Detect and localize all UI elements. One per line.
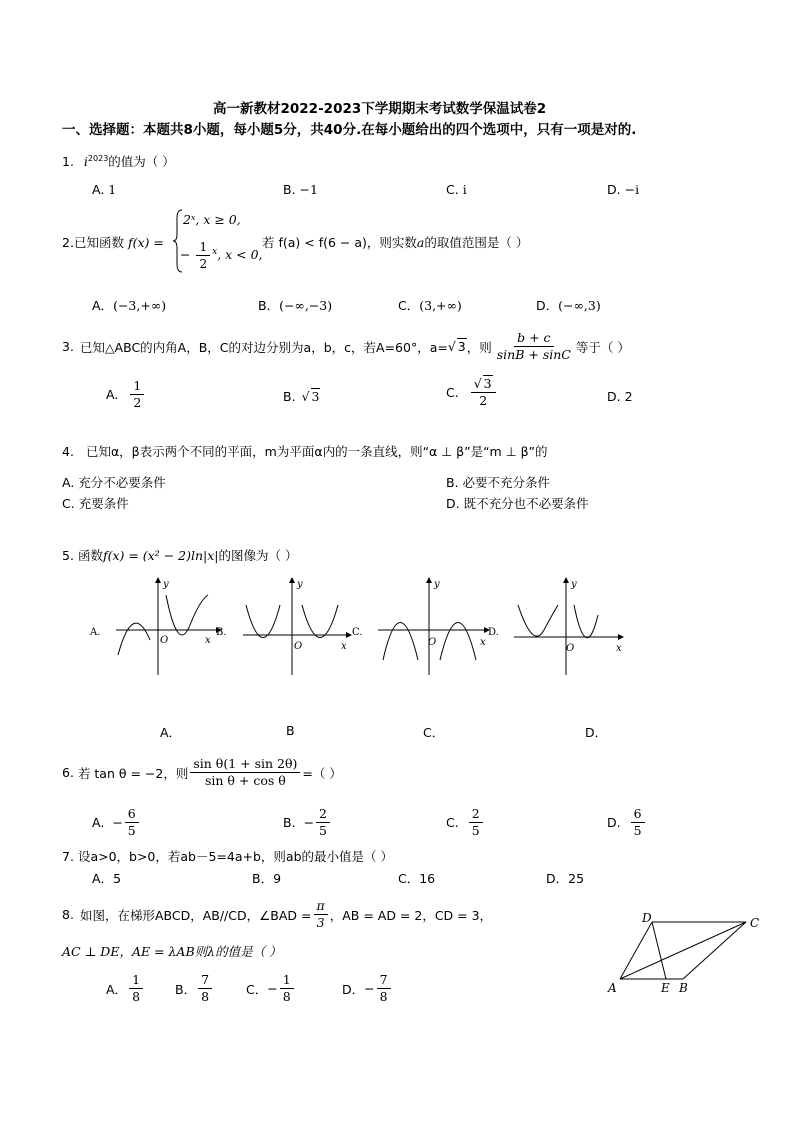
function-label: f(x) = <box>127 235 164 250</box>
q2-option-a[interactable]: A．(−3,+∞) <box>92 298 167 313</box>
svg-text:y: y <box>163 579 169 590</box>
label-b: B <box>679 981 688 995</box>
segment-ac <box>620 922 746 979</box>
svg-text:B.: B. <box>216 627 227 638</box>
svg-text:y: y <box>434 579 440 590</box>
question-6: 6. 若 tan θ = −2，则 $\frac{\text{sin θ(1 + sin 2θ)}}{\text{sin θ + cos θ}}$ =（ ） <box>62 756 342 788</box>
q4-option-b[interactable]: B. 必要不充分条件 <box>446 475 551 490</box>
svg-text:x: x <box>616 643 622 654</box>
q8-option-d[interactable]: D． − $\frac{7}{8}$ <box>342 972 393 1005</box>
q7-option-b[interactable]: B．9 <box>252 871 282 886</box>
svg-text:O: O <box>160 635 169 646</box>
q5-caption-d[interactable]: D． <box>585 725 608 740</box>
label-e: E <box>661 981 670 995</box>
q8-option-c[interactable]: C． − $\frac{1}{8}$ <box>246 972 296 1005</box>
q3-option-a[interactable]: A. $\frac{1}{2}$ <box>106 378 146 411</box>
segment-bc <box>683 922 746 979</box>
question-number: 1. <box>62 154 74 169</box>
label-a: A <box>608 981 617 995</box>
question-5: 5. 函数f(x) = (x² − 2)ln|x|的图像为（ ） <box>62 548 298 563</box>
q4-option-c[interactable]: C. 充要条件 <box>62 496 129 511</box>
svg-text:y: y <box>571 579 577 590</box>
graph-b[interactable] <box>216 577 352 675</box>
svg-text:x: x <box>341 641 347 652</box>
svg-text:D.: D. <box>488 627 499 638</box>
question-2-lead: 2.已知函数 f(x) = <box>62 235 164 250</box>
q4-option-a[interactable]: A. 充分不必要条件 <box>62 475 166 490</box>
svg-text:O: O <box>294 641 303 652</box>
question-1 <box>62 152 175 170</box>
label-d: D <box>642 911 652 925</box>
q6-option-a[interactable]: A. − $\frac{6}{5}$ <box>92 806 141 839</box>
section-heading: 一、选择题：本题共8小题，每小题5分，共40分.在每小题给出的四个选项中，只有一项是对的. <box>62 122 637 138</box>
svg-text:y: y <box>297 579 303 590</box>
q1-option-b[interactable]: B. −1 <box>283 182 318 197</box>
page-title: 高一新教材2022-2023下学期期末考试数学保温试卷2 <box>213 101 547 117</box>
piecewise-case-2: − $\frac{1}{2}$ $^x$, x < 0, <box>180 240 263 271</box>
q5-caption-a[interactable]: A． <box>160 725 182 740</box>
segment-ad <box>620 922 652 979</box>
svg-text:O: O <box>566 643 575 654</box>
graph-options-figure <box>88 575 638 685</box>
label-c: C <box>750 916 760 930</box>
svg-text:C.: C. <box>352 627 363 638</box>
q3-option-d[interactable]: D. 2 <box>607 389 633 404</box>
q7-option-a[interactable]: A．5 <box>92 871 122 886</box>
q1-option-c[interactable]: C. i <box>446 182 467 197</box>
question-8: 8. 如图，在梯形ABCD，AB//CD，∠BAD = $\frac{\pi}{3}$ ，AB = AD = 2，CD = 3， <box>62 898 493 930</box>
exponent: 2023 <box>87 153 109 163</box>
question-7: 7. 设a>0，b>0，若ab－5=4a+b，则ab的最小值是（ ） <box>62 849 393 864</box>
q7-option-d[interactable]: D．25 <box>546 871 585 886</box>
q6-option-b[interactable]: B. − $\frac{2}{5}$ <box>283 806 332 839</box>
q6-option-d[interactable]: D. $\frac{6}{5}$ <box>607 806 647 839</box>
graph-a[interactable] <box>89 577 222 675</box>
q1-option-a[interactable]: A. 1 <box>92 182 117 197</box>
q1-option-d[interactable]: D. −i <box>607 182 640 197</box>
q6-option-c[interactable]: C. $\frac{2}{5}$ <box>446 806 485 839</box>
svg-text:A.: A. <box>90 627 101 638</box>
q3-option-c[interactable]: C. $\frac{√ 3}{2}$ <box>446 376 498 409</box>
svg-text:x: x <box>480 637 486 648</box>
q8-option-a[interactable]: A． $\frac{1}{8}$ <box>106 972 145 1005</box>
graph-c[interactable] <box>352 577 490 675</box>
q5-caption-c[interactable]: C． <box>423 725 445 740</box>
function-expression: f(x) = (x² − 2)ln|x| <box>102 548 219 563</box>
q3-option-b[interactable]: B. √ 3 <box>283 389 320 404</box>
q8-option-b[interactable]: B． $\frac{7}{8}$ <box>175 972 214 1005</box>
q4-option-d[interactable]: D. 既不充分也不必要条件 <box>446 496 589 511</box>
question-8-line2: AC ⊥ DE，AE = λAB则λ的值是（ ） <box>62 944 282 959</box>
question-text: 的值为（ ） <box>108 154 175 169</box>
q2-option-d[interactable]: D．(−∞,3) <box>536 298 601 313</box>
svg-text:O: O <box>428 637 437 648</box>
q2-option-c[interactable]: C．(3,+∞) <box>398 298 462 313</box>
q5-caption-b[interactable]: B <box>286 723 295 738</box>
svg-text:x: x <box>205 635 211 646</box>
piecewise-case-1: 2ˣ, x ≥ 0, <box>183 212 241 227</box>
question-2-condition: 若 f(a) < f(6 − a)，则实数a的取值范围是（ ） <box>262 235 529 250</box>
q7-option-c[interactable]: C．16 <box>398 871 436 886</box>
segment-de <box>652 922 666 979</box>
question-4: 4. 已知α，β表示两个不同的平面，m为平面α内的一条直线，则“α ⊥ β”是“m ⊥ β”的 <box>62 444 548 459</box>
q2-option-b[interactable]: B．(−∞,−3) <box>258 298 333 313</box>
question-3: 3. 已知△ABC的内角A，B，C的对边分别为a，b，c，若A=60°，a= √ 3 ，则 $\frac{b + c}{\sin B + \sin C}$ 等于（ ） <box>62 330 630 362</box>
imaginary-unit: i <box>83 154 88 169</box>
graph-d[interactable] <box>488 577 624 675</box>
trapezoid-figure <box>606 908 766 998</box>
